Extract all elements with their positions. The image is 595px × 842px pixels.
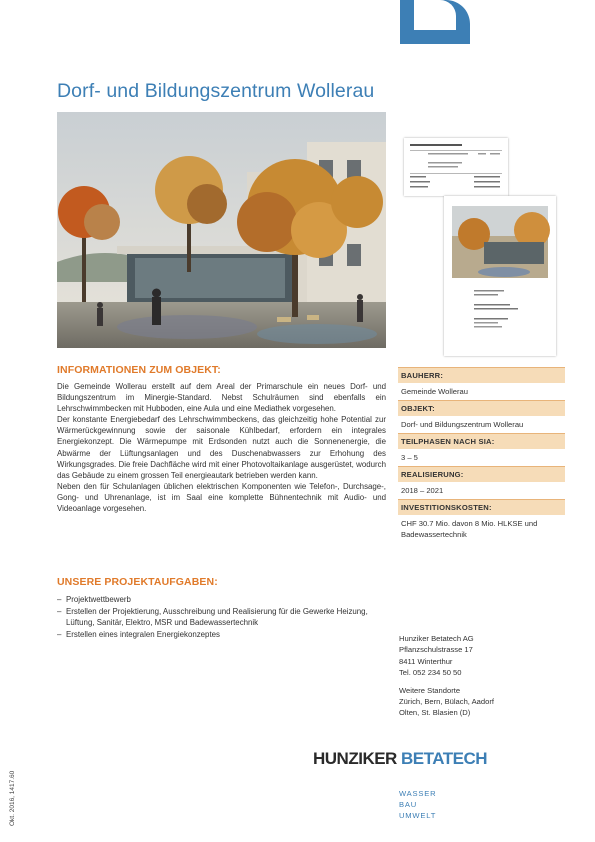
company-phone: Tel. 052 234 50 50 [399, 668, 462, 678]
other-locations-1: Zürich, Bern, Bülach, Aadorf [399, 697, 494, 707]
company-city: 8411 Winterthur [399, 656, 453, 666]
info-heading: INFORMATIONEN ZUM OBJEKT: [57, 364, 221, 376]
other-locations-heading: Weitere Standorte [399, 685, 461, 695]
svg-text:HUNZIKER: HUNZIKER [313, 749, 397, 768]
project-facts-panel [398, 367, 565, 543]
tagline-line: UMWELT [399, 810, 437, 820]
fact-label-client: BAUHERR: [398, 367, 565, 383]
company-name: Hunziker Betatech AG [399, 634, 474, 643]
document-code: Okt. 2016, 1417.60 [9, 770, 16, 826]
tagline-line: WASSER [399, 789, 437, 798]
company-street: Pflanzschulstrasse 17 [399, 645, 473, 655]
task-item: – Erstellen der Projektierung, Ausschreibung und Realisierung für die Gewerke Heizung, Lüftung, Sanitär, Elektro, MSR und Badewassertechnik [57, 606, 387, 629]
fact-label-object: OBJEKT: [398, 400, 565, 416]
svg-text:BETATECH: BETATECH [401, 749, 488, 768]
info-text [57, 381, 386, 514]
company-address [399, 633, 569, 719]
other-locations-2: Olten, St. Blasien (D) [399, 708, 471, 718]
tagline-line: BAU [399, 799, 418, 809]
brand-mark-icon [400, 0, 470, 44]
tasks-list [57, 594, 387, 640]
task-item: – Erstellen eines integralen Energiekonzeptes [57, 629, 387, 641]
project-rendering-image [57, 112, 386, 348]
fact-value-object: Dorf- und Bildungszentrum Wollerau [401, 420, 524, 429]
info-paragraph: Neben den für Schulanlagen üblichen elektrischen Komponenten wie Telefon-, Durchsage-, Gong- und Uhrenanlage, ist im Saal eine komplette Bühnentechnik mit Audio- und Videoanlage vorgesehen. [57, 481, 386, 514]
hunziker-betatech-logo [313, 748, 513, 770]
cost-table-thumbnail [404, 138, 508, 196]
page-title: Dorf- und Bildungszentrum Wollerau [57, 80, 375, 102]
task-item: – Projektwettbewerb [57, 594, 387, 606]
fact-label-phases: TEILPHASEN NACH SIA: [398, 433, 565, 449]
fact-value-client: Gemeinde Wollerau [401, 387, 468, 396]
fact-value-phases: 3 – 5 [401, 453, 418, 462]
fact-value-realization: 2018 – 2021 [401, 486, 444, 495]
brand-tagline [399, 789, 436, 821]
fact-label-costs: INVESTITIONSKOSTEN: [398, 499, 565, 515]
fact-value-costs: CHF 30.7 Mio. davon 8 Mio. HLKSE und Badewassertechnik [401, 519, 538, 539]
competition-report-thumbnail [444, 196, 556, 356]
tasks-heading: UNSERE PROJEKTAUFGABEN: [57, 576, 218, 588]
side-code-anchor [9, 770, 19, 836]
fact-label-realization: REALISIERUNG: [398, 466, 565, 482]
info-paragraph: Der konstante Energiebedarf des Lehrschwimmbeckens, das gleichzeitig hohe Potential zur Wärmerückgewinnung sowie der saisonale Kühlbedarf, erfordern ein integrales Energiekonzept. Die Wärmepumpe mit Erdsonden nutzt auch die Sonnenenergie, die Abwärme der Lüftungsanlagen und des Duschenabwassers zur Erhohung des Wirkungsgrades. Die freie Dachfläche wird mit einer Photovoltaikanlage ausgerüstet, wodurch das Gebäude zu einem grossen Teil energieautark betrieben werden kann. [57, 415, 386, 480]
info-paragraph: Die Gemeinde Wollerau erstellt auf dem Areal der Primarschule ein neues Dorf- und Bildungszentrum im Minergie-Standard. Nebst Schulräumen sind ebenfalls ein Lehrschwimmbecken mit Hubboden, eine Aula und eine Mediathek vorgesehen. [57, 382, 386, 414]
